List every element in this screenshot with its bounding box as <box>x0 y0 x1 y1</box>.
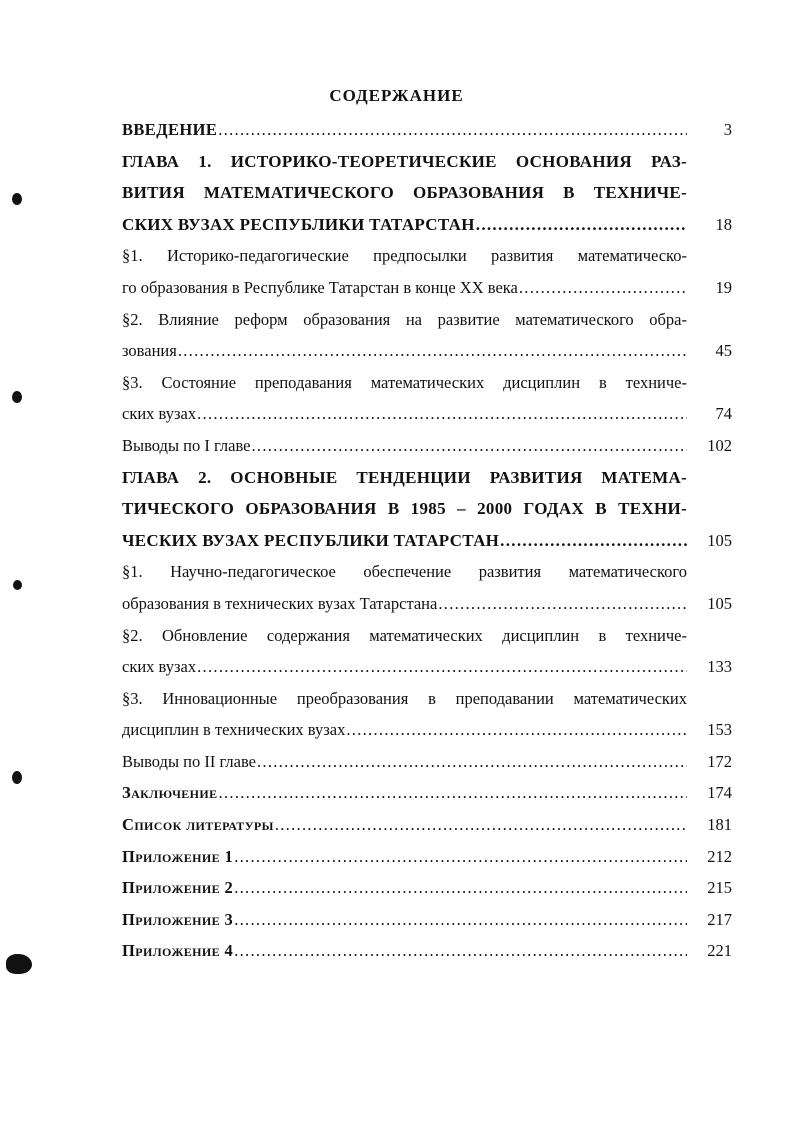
toc-entry <box>122 430 732 462</box>
dot-leader <box>197 651 687 683</box>
toc-entry-text: СКИХ ВУЗАХ РЕСПУБЛИКИ ТАТАРСТАН <box>122 214 475 234</box>
toc-entry <box>122 872 732 904</box>
toc-entry-text: ВИТИЯ МАТЕМАТИЧЕСКОГО ОБРАЗОВАНИЯ В ТЕХНИЧЕ- <box>122 183 687 203</box>
page-number: 45 <box>715 341 732 361</box>
dot-leader <box>234 872 687 904</box>
toc-entry <box>122 304 732 367</box>
dot-leader <box>251 430 687 462</box>
toc-entry-text: ВВЕДЕНИЕ <box>122 120 218 139</box>
toc-entry-text: ских вузах <box>122 404 197 424</box>
toc-chapter-entry <box>122 146 732 241</box>
page-number: 105 <box>707 530 732 550</box>
toc-entry-text: го образования в Республике Татарстан в конце XX века <box>122 277 518 297</box>
page-number: 105 <box>707 593 732 613</box>
dot-leader <box>178 335 687 367</box>
toc-entry <box>122 935 732 967</box>
toc-entry <box>122 367 732 430</box>
toc-entry-text: Выводы по II главе <box>122 751 256 771</box>
dot-leader <box>234 841 687 873</box>
page-number: 212 <box>707 846 732 866</box>
toc-entry-text: §1. Историко-педагогические предпосылки развития математическо- <box>122 246 687 266</box>
toc-entry-text: ГЛАВА 2. ОСНОВНЫЕ ТЕНДЕНЦИИ РАЗВИТИЯ МАТЕМА- <box>122 467 687 487</box>
dot-leader <box>219 777 687 809</box>
dot-leader <box>346 714 687 746</box>
toc-entry <box>122 114 732 146</box>
page-number: 74 <box>715 404 732 424</box>
toc-entry-text: Приложение 3 <box>122 909 234 929</box>
toc-entry <box>122 683 732 746</box>
toc-entry-text: ГЛАВА 1. ИСТОРИКО-ТЕОРЕТИЧЕСКИЕ ОСНОВАНИЯ РАЗ- <box>122 151 687 171</box>
page-number: 3 <box>723 120 732 139</box>
dot-leader <box>234 935 687 967</box>
dot-leader <box>476 209 687 241</box>
table-of-contents <box>122 114 732 967</box>
page-number: 19 <box>715 277 732 297</box>
toc-entry-text: ТИЧЕСКОГО ОБРАЗОВАНИЯ В 1985 – 2000 ГОДАХ В ТЕХНИ- <box>122 499 687 519</box>
dot-leader <box>275 809 687 841</box>
page-number: 18 <box>715 214 732 234</box>
toc-entry-text: ЧЕСКИХ ВУЗАХ РЕСПУБЛИКИ ТАТАРСТАН <box>122 530 500 550</box>
toc-entry <box>122 904 732 936</box>
page-number: 174 <box>707 783 732 803</box>
binding-hole-mark <box>6 954 32 974</box>
page-number: 153 <box>707 720 732 740</box>
toc-entry-text: Приложение 2 <box>122 878 234 898</box>
toc-entry-text: дисциплин в технических вузах <box>122 720 346 740</box>
toc-entry-text: Заключение <box>122 783 218 803</box>
page-number: 172 <box>707 751 732 771</box>
dot-leader <box>257 746 687 778</box>
dot-leader <box>500 525 687 557</box>
toc-entry-text: ских вузах <box>122 657 197 677</box>
toc-entry-text: зования <box>122 341 177 361</box>
toc-chapter-entry <box>122 462 732 557</box>
toc-entry <box>122 746 732 778</box>
dot-leader <box>438 588 687 620</box>
toc-entry-text: Приложение 1 <box>122 846 234 866</box>
page-number: 217 <box>707 909 732 929</box>
page-number: 181 <box>707 815 732 835</box>
toc-entry-text: §3. Инновационные преобразования в преподавании математических <box>122 688 687 708</box>
toc-entry-text: §2. Обновление содержания математических дисциплин в техниче- <box>122 625 687 645</box>
toc-entry-text: Выводы по I главе <box>122 435 251 455</box>
binding-hole-mark <box>12 193 22 205</box>
toc-entry-text: §3. Состояние преподавания математических дисциплин в техниче- <box>122 372 687 392</box>
dot-leader <box>218 114 687 146</box>
toc-entry-text: образования в технических вузах Татарстана <box>122 593 438 613</box>
binding-hole-mark <box>13 580 22 590</box>
page-number: 133 <box>707 657 732 677</box>
page-number: 102 <box>707 435 732 455</box>
toc-entry-text: Приложение 4 <box>122 941 234 961</box>
page-number: 221 <box>707 941 732 961</box>
toc-entry <box>122 556 732 619</box>
toc-entry <box>122 841 732 873</box>
dot-leader <box>234 904 687 936</box>
toc-entry <box>122 809 732 841</box>
page-number: 215 <box>707 878 732 898</box>
toc-entry-text: §1. Научно-педагогическое обеспечение развития математического <box>122 562 687 582</box>
toc-entry-text: §2. Влияние реформ образования на развитие математического обра- <box>122 309 687 329</box>
toc-entry <box>122 240 732 303</box>
toc-entry <box>122 620 732 683</box>
page-title: СОДЕРЖАНИЕ <box>329 86 464 105</box>
toc-entry <box>122 777 732 809</box>
toc-entry-text: Список литературы <box>122 815 274 835</box>
dot-leader <box>519 272 687 304</box>
binding-hole-mark <box>12 771 22 784</box>
dot-leader <box>197 398 687 430</box>
binding-hole-mark <box>12 391 22 403</box>
